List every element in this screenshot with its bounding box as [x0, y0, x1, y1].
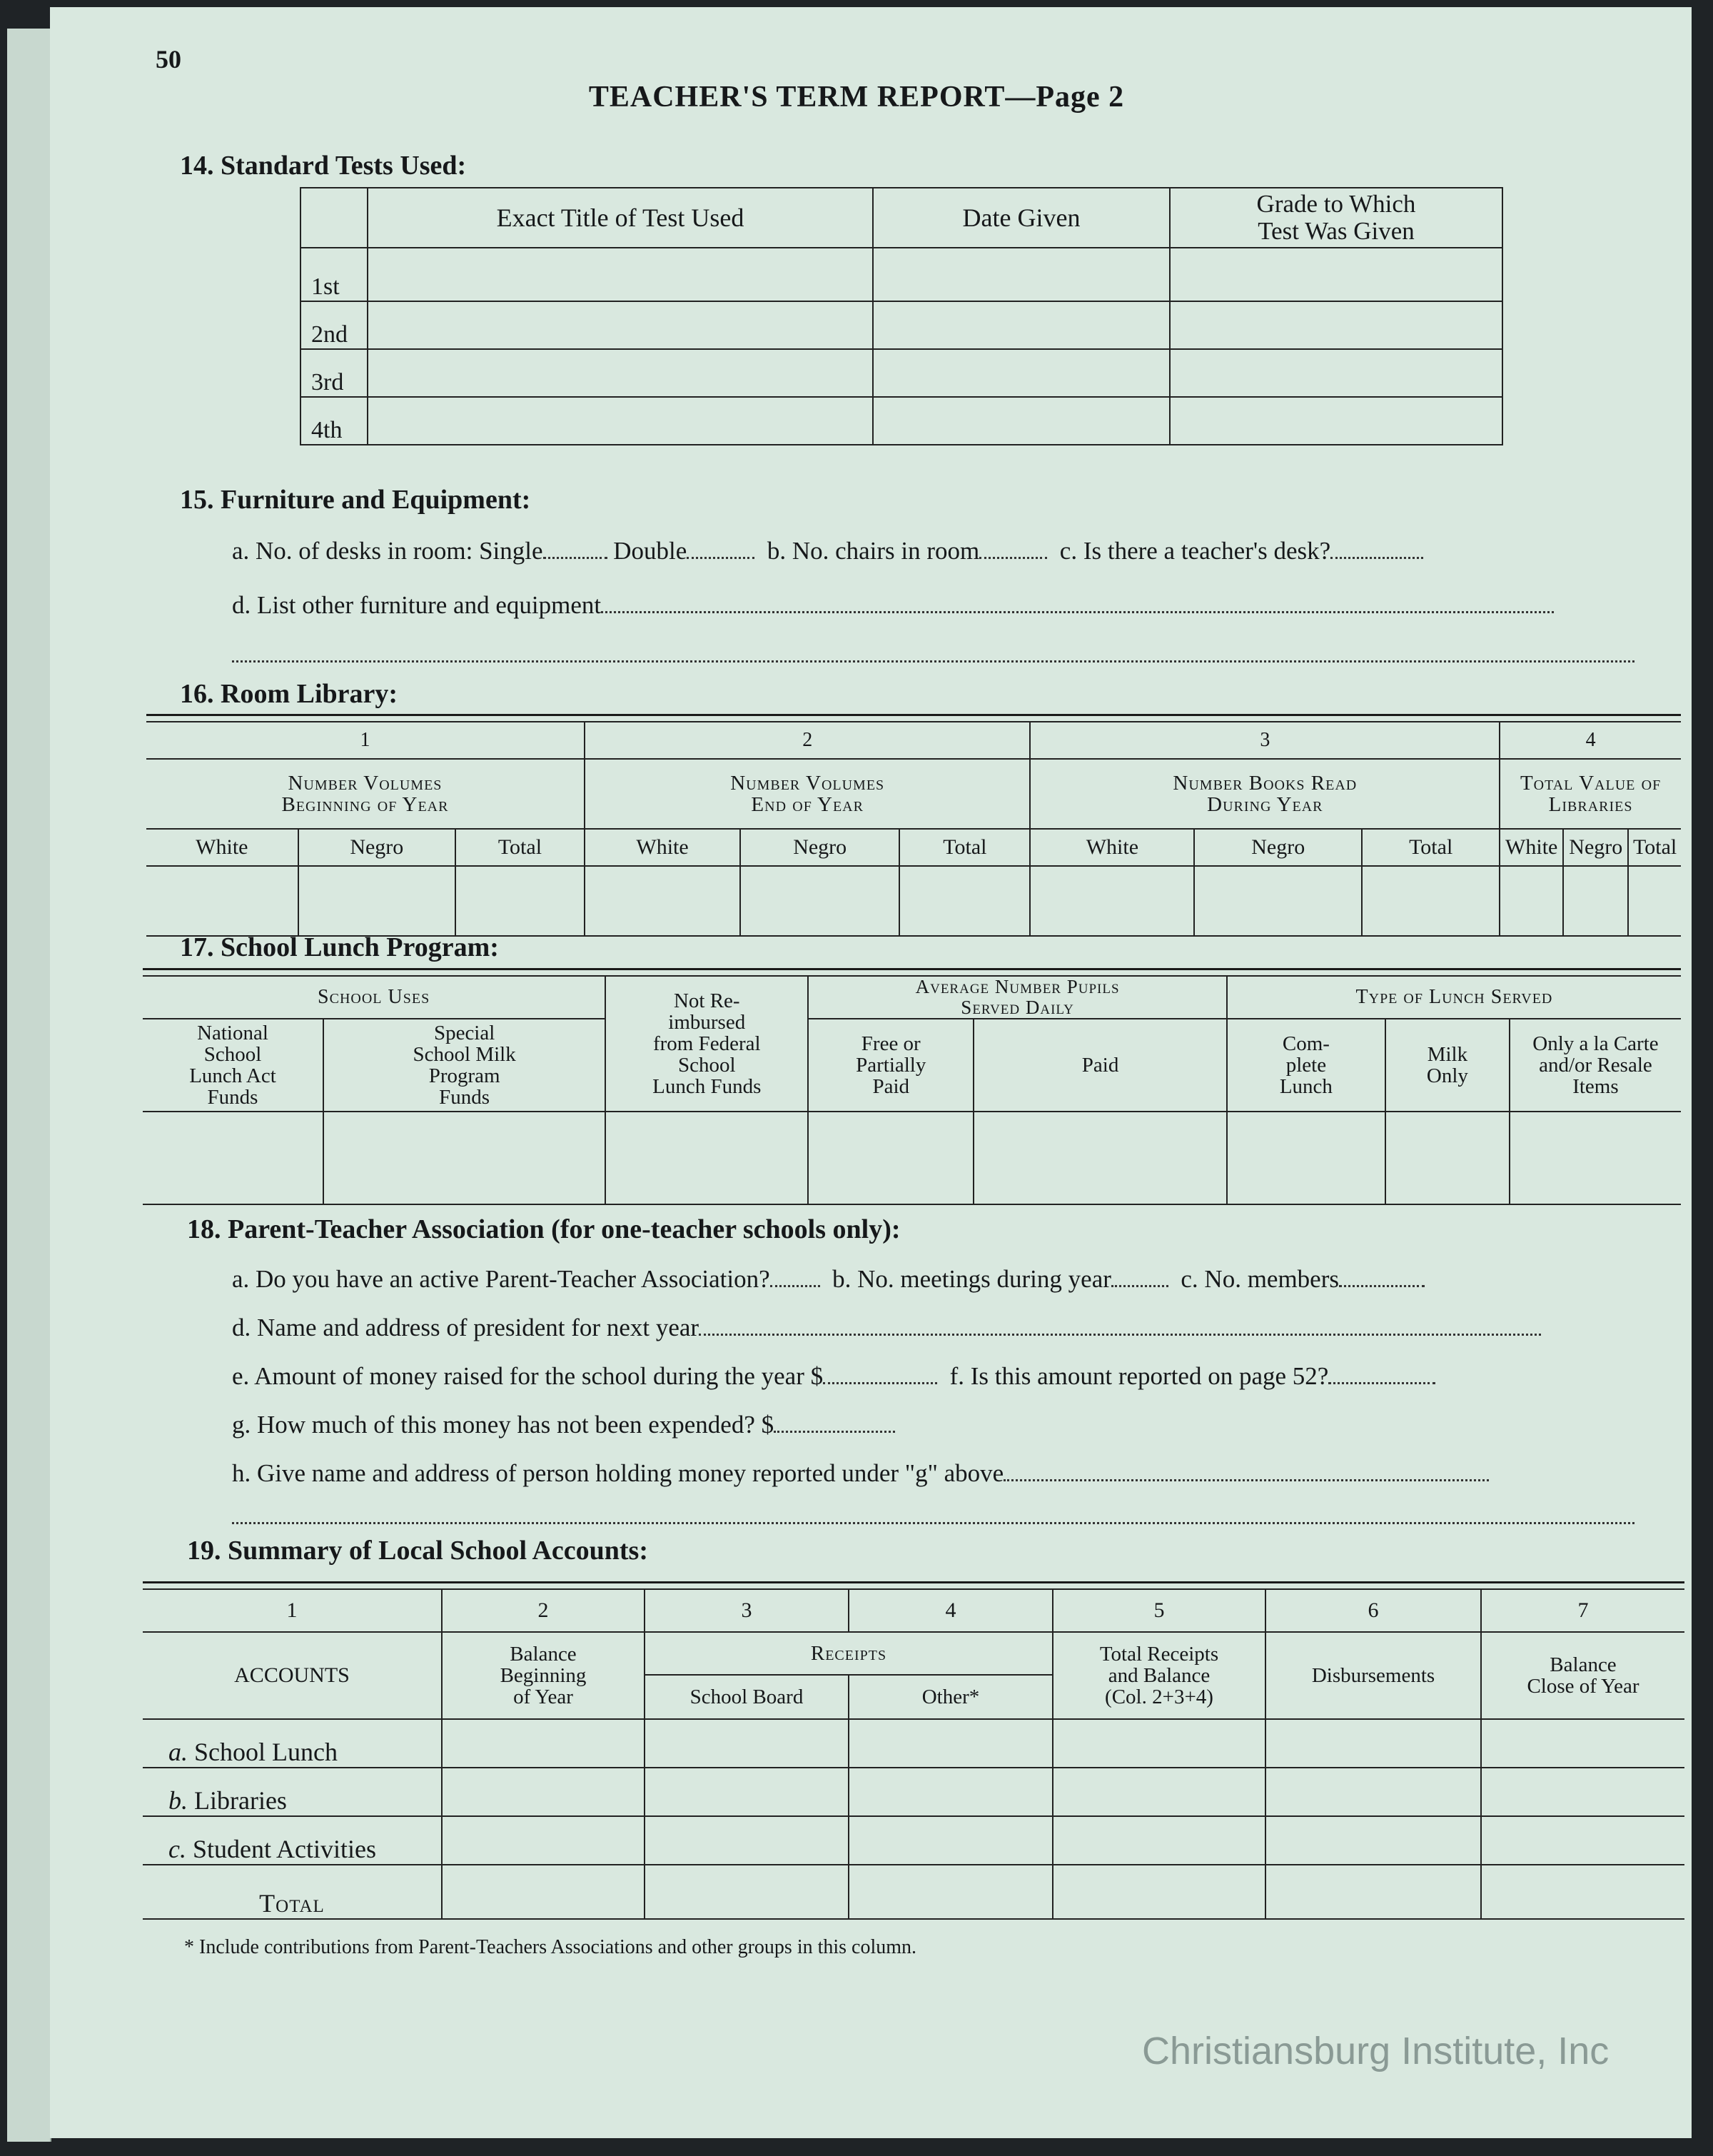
s17-cell[interactable] [1227, 1112, 1385, 1204]
s19-num: 5 [1053, 1589, 1265, 1632]
s16-num: 2 [585, 722, 1031, 759]
s17-line: Milk [1427, 1043, 1468, 1066]
s17-cell[interactable] [974, 1112, 1227, 1204]
s19-cell[interactable] [1053, 1865, 1265, 1919]
s19-cell[interactable] [442, 1719, 645, 1768]
s16-cell[interactable] [1030, 866, 1194, 936]
s19-num: 7 [1481, 1589, 1684, 1632]
s19-cell[interactable] [1481, 1816, 1684, 1865]
s19-cell[interactable] [645, 1816, 849, 1865]
s17-carte [1510, 1019, 1681, 1112]
s19-row-text: Student Activities [192, 1835, 376, 1863]
s14-grade-line1: Grade to Which [1256, 190, 1416, 218]
s18-b-label: b. No. meetings during year [832, 1265, 1111, 1293]
s17-line: Paid [872, 1075, 910, 1098]
s16-sub: Total [1362, 829, 1500, 866]
s17-free [808, 1019, 974, 1112]
s16-cell[interactable] [1362, 866, 1500, 936]
s14-cell[interactable] [1170, 301, 1502, 349]
s15-c-label: c. Is there a teacher's desk? [1059, 537, 1331, 565]
s14-row-label: 1st [300, 248, 368, 301]
s16-group [1500, 759, 1681, 829]
s19-num: 6 [1265, 1589, 1481, 1632]
s19-cell[interactable] [1265, 1768, 1481, 1816]
s19-cell[interactable] [1053, 1768, 1265, 1816]
s19-total-receipts [1053, 1632, 1265, 1719]
s19-cell[interactable] [849, 1816, 1053, 1865]
s17-cell[interactable] [1510, 1112, 1681, 1204]
s19-cell[interactable] [645, 1768, 849, 1816]
chairs-field[interactable] [979, 555, 1047, 559]
page-stack-edge [7, 29, 51, 2142]
s18-line-e [232, 1362, 1435, 1391]
s18-e-label: e. Amount of money raised for the school during the year $ [232, 1362, 824, 1390]
s17-avg [808, 976, 1227, 1019]
s17-cell[interactable] [143, 1112, 323, 1204]
s18-h-label: h. Give name and address of person holding money reported under "g" above [232, 1459, 1004, 1487]
s19-line: and Balance [1108, 1664, 1211, 1687]
s19-line: (Col. 2+3+4) [1105, 1686, 1213, 1708]
s19-cell[interactable] [849, 1768, 1053, 1816]
s19-cell[interactable] [849, 1865, 1053, 1919]
rule [146, 714, 1681, 716]
s18-line-a [232, 1265, 1425, 1294]
s16-group [585, 759, 1031, 829]
s16-sub: White [585, 829, 740, 866]
s17-line: Lunch Act [189, 1064, 276, 1087]
s16-group [1030, 759, 1500, 829]
s17-cell[interactable] [1385, 1112, 1510, 1204]
s18-a-label: a. Do you have an active Parent-Teacher Association? [232, 1265, 770, 1293]
school-lunch-table [143, 975, 1681, 1205]
s19-line: Close of Year [1527, 1675, 1639, 1698]
s16-sub: White [146, 829, 298, 866]
s19-total-label: Total [143, 1865, 442, 1919]
s17-line: Only a la Carte [1532, 1032, 1659, 1055]
s18-line-g [232, 1411, 895, 1439]
s14-col-date: Date Given [873, 188, 1170, 248]
s17-line: School Milk [413, 1043, 516, 1066]
s16-num: 3 [1030, 722, 1500, 759]
s19-accounts: ACCOUNTS [143, 1632, 442, 1719]
s17-national [143, 1019, 323, 1112]
s19-disbursements: Disbursements [1265, 1632, 1481, 1719]
s17-line: Funds [439, 1086, 490, 1109]
s17-milk [1385, 1019, 1510, 1112]
s16-cell[interactable] [146, 866, 298, 936]
other-furniture-field[interactable] [601, 610, 1554, 613]
s16-group-line: Total Value of [1520, 772, 1662, 795]
s19-other: Other* [849, 1675, 1053, 1719]
s17-avg-line: Served Daily [961, 997, 1074, 1018]
s16-sub: Negro [740, 829, 899, 866]
pta-meetings-field[interactable] [1111, 1284, 1168, 1287]
s18-line-h [232, 1459, 1489, 1488]
s19-school-board: School Board [645, 1675, 849, 1719]
s19-cell[interactable] [442, 1865, 645, 1919]
s19-cell[interactable] [1481, 1719, 1684, 1768]
s17-heading: 17. School Lunch Program: [180, 932, 499, 962]
page-number: 50 [156, 45, 181, 74]
desks-double-field[interactable] [687, 555, 754, 559]
s19-row-text: School Lunch [194, 1738, 338, 1766]
s17-line: Com- [1282, 1032, 1330, 1055]
s16-cell[interactable] [740, 866, 899, 936]
s19-cell[interactable] [442, 1768, 645, 1816]
s18-d-label: d. Name and address of president for next year [232, 1314, 699, 1341]
s17-type: Type of Lunch Served [1227, 976, 1681, 1019]
s19-receipts: Receipts [645, 1632, 1053, 1675]
s17-school-uses: School Uses [143, 976, 605, 1019]
s16-group-line: End of Year [751, 793, 864, 816]
s19-cell[interactable] [1481, 1768, 1684, 1816]
s16-group-line: During Year [1207, 793, 1323, 816]
s14-grade-line2: Test Was Given [1258, 217, 1415, 245]
desks-single-field[interactable] [543, 555, 607, 559]
s14-cell[interactable] [873, 301, 1170, 349]
s19-num: 4 [849, 1589, 1053, 1632]
s19-num: 3 [645, 1589, 849, 1632]
s19-row-letter: b. [168, 1786, 188, 1815]
s17-nr-line: Lunch Funds [652, 1075, 762, 1098]
s17-line: Funds [207, 1086, 258, 1109]
s19-row-text: Libraries [194, 1786, 287, 1815]
s18-f-label: f. Is this amount reported on page 52? [949, 1362, 1329, 1390]
s17-cell[interactable] [605, 1112, 808, 1204]
standard-tests-table [300, 187, 1503, 445]
pta-holder-field-line2[interactable] [232, 1522, 1634, 1524]
pta-reported-field[interactable] [1328, 1381, 1435, 1384]
s17-line: Special [433, 1022, 495, 1044]
s16-sub: Total [1628, 829, 1681, 866]
s17-nr-line: from Federal [652, 1032, 761, 1055]
s16-sub: Total [455, 829, 585, 866]
s19-balance-close [1481, 1632, 1684, 1719]
s16-sub: Total [899, 829, 1030, 866]
s17-line: School [203, 1043, 262, 1066]
watermark: Christiansburg Institute, Inc [1142, 2030, 1610, 2072]
s16-cell[interactable] [455, 866, 585, 936]
s17-line: Items [1572, 1075, 1619, 1098]
s15-b-label: b. No. chairs in room [767, 537, 980, 565]
s19-line: Balance [510, 1643, 577, 1666]
s14-cell[interactable] [873, 397, 1170, 445]
s19-heading: 19. Summary of Local School Accounts: [187, 1536, 648, 1566]
s14-heading: 14. Standard Tests Used: [180, 151, 467, 181]
pta-amount-field[interactable] [823, 1381, 937, 1384]
s15-double-label: Double [613, 537, 687, 565]
s16-heading: 16. Room Library: [180, 679, 398, 709]
rule [143, 1581, 1684, 1583]
s18-g-label: g. How much of this money has not been expended? $ [232, 1411, 774, 1439]
s17-line: and/or Resale [1539, 1054, 1652, 1077]
other-furniture-field-line2[interactable] [232, 660, 1634, 663]
local-accounts-table [143, 1588, 1684, 1920]
pta-active-field[interactable] [770, 1284, 820, 1287]
s14-cell[interactable] [1170, 397, 1502, 445]
s17-cell[interactable] [808, 1112, 974, 1204]
s19-line: Total Receipts [1099, 1643, 1219, 1666]
s15-line-a [232, 537, 1423, 565]
s16-group-line: Beginning of Year [281, 793, 449, 816]
s14-cell[interactable] [873, 349, 1170, 397]
s16-cell[interactable] [1628, 866, 1681, 936]
s19-row-label [143, 1719, 442, 1768]
s17-special [323, 1019, 605, 1112]
s16-cell[interactable] [1500, 866, 1563, 936]
s19-row-label [143, 1768, 442, 1816]
s15-line-d [232, 591, 1554, 620]
s19-cell[interactable] [1265, 1816, 1481, 1865]
s14-blank-header [300, 188, 368, 248]
s18-heading: 18. Parent-Teacher Association (for one-teacher schools only): [187, 1214, 901, 1244]
s16-group-line: Number Books Read [1173, 772, 1358, 795]
s14-col-grade [1170, 188, 1502, 248]
s19-row-letter: a. [168, 1738, 188, 1766]
s17-nr-line: School [677, 1054, 736, 1077]
pta-holder-field[interactable] [1004, 1478, 1489, 1481]
s19-cell[interactable] [1053, 1816, 1265, 1865]
s16-num: 1 [146, 722, 585, 759]
s14-cell[interactable] [368, 248, 873, 301]
s19-line: Beginning [500, 1664, 587, 1687]
pta-members-field[interactable] [1339, 1284, 1425, 1287]
s19-balance-begin [442, 1632, 645, 1719]
s17-nr-line: imbursed [668, 1011, 746, 1034]
s17-nr-line: Not Re- [673, 989, 740, 1012]
s15-heading: 15. Furniture and Equipment: [180, 485, 531, 515]
s17-line: Only [1426, 1064, 1468, 1087]
s19-num: 2 [442, 1589, 645, 1632]
s19-cell[interactable] [1265, 1865, 1481, 1919]
s16-cell[interactable] [298, 866, 455, 936]
pta-president-field[interactable] [699, 1332, 1541, 1336]
s16-group-line: Number Volumes [288, 772, 443, 795]
s16-num: 4 [1500, 722, 1681, 759]
s16-group-line: Number Volumes [730, 772, 885, 795]
s19-cell[interactable] [442, 1816, 645, 1865]
s17-line: Program [428, 1064, 500, 1087]
s16-sub: White [1500, 829, 1563, 866]
pta-unexpended-field[interactable] [774, 1429, 895, 1433]
s16-cell[interactable] [899, 866, 1030, 936]
s14-cell[interactable] [1170, 349, 1502, 397]
s17-complete [1227, 1019, 1385, 1112]
s14-col-title: Exact Title of Test Used [368, 188, 873, 248]
s16-sub: Negro [1563, 829, 1628, 866]
s14-row-label: 3rd [300, 349, 368, 397]
s19-cell[interactable] [645, 1865, 849, 1919]
s18-line-d [232, 1314, 1541, 1342]
s16-sub: Negro [1194, 829, 1362, 866]
s14-row-label: 2nd [300, 301, 368, 349]
rule [143, 968, 1681, 970]
s19-row-letter: c. [168, 1835, 186, 1863]
s16-cell[interactable] [1194, 866, 1362, 936]
s19-cell[interactable] [1265, 1719, 1481, 1768]
s19-row-label [143, 1816, 442, 1865]
s16-cell[interactable] [1563, 866, 1628, 936]
s16-sub: White [1030, 829, 1194, 866]
s14-cell[interactable] [1170, 248, 1502, 301]
s15-d-label: d. List other furniture and equipment [232, 591, 602, 619]
s14-cell[interactable] [873, 248, 1170, 301]
s17-avg-line: Average Number Pupils [915, 976, 1120, 997]
s14-cell[interactable] [368, 301, 873, 349]
s19-line: Balance [1550, 1653, 1617, 1676]
s16-group [146, 759, 585, 829]
s17-line: Lunch [1279, 1075, 1333, 1098]
s19-cell[interactable] [645, 1719, 849, 1768]
s17-not-reimbursed [605, 976, 808, 1112]
s19-cell[interactable] [849, 1719, 1053, 1768]
footnote: * Include contributions from Parent-Teachers Associations and other groups in this column. [184, 1936, 917, 1958]
s17-line: National [197, 1022, 268, 1044]
s14-cell[interactable] [368, 397, 873, 445]
s16-group-line: Libraries [1548, 793, 1633, 816]
s19-num: 1 [143, 1589, 442, 1632]
s15-a-label: a. No. of desks in room: Single [232, 537, 543, 565]
s17-line: Free or [861, 1032, 921, 1055]
room-library-table [146, 721, 1681, 937]
s19-cell[interactable] [1053, 1719, 1265, 1768]
s18-c-label: c. No. members [1181, 1265, 1339, 1293]
s14-cell[interactable] [368, 349, 873, 397]
s17-cell[interactable] [323, 1112, 605, 1204]
s19-cell[interactable] [1481, 1865, 1684, 1919]
page-title: TEACHER'S TERM REPORT—Page 2 [588, 81, 1125, 114]
s17-paid: Paid [974, 1019, 1227, 1112]
s17-line: plete [1285, 1054, 1327, 1077]
teacher-desk-field[interactable] [1330, 555, 1423, 559]
s16-sub: Negro [298, 829, 455, 866]
s19-line: of Year [513, 1686, 573, 1708]
s16-cell[interactable] [585, 866, 740, 936]
s17-line: Partially [856, 1054, 926, 1077]
s14-row-label: 4th [300, 397, 368, 445]
